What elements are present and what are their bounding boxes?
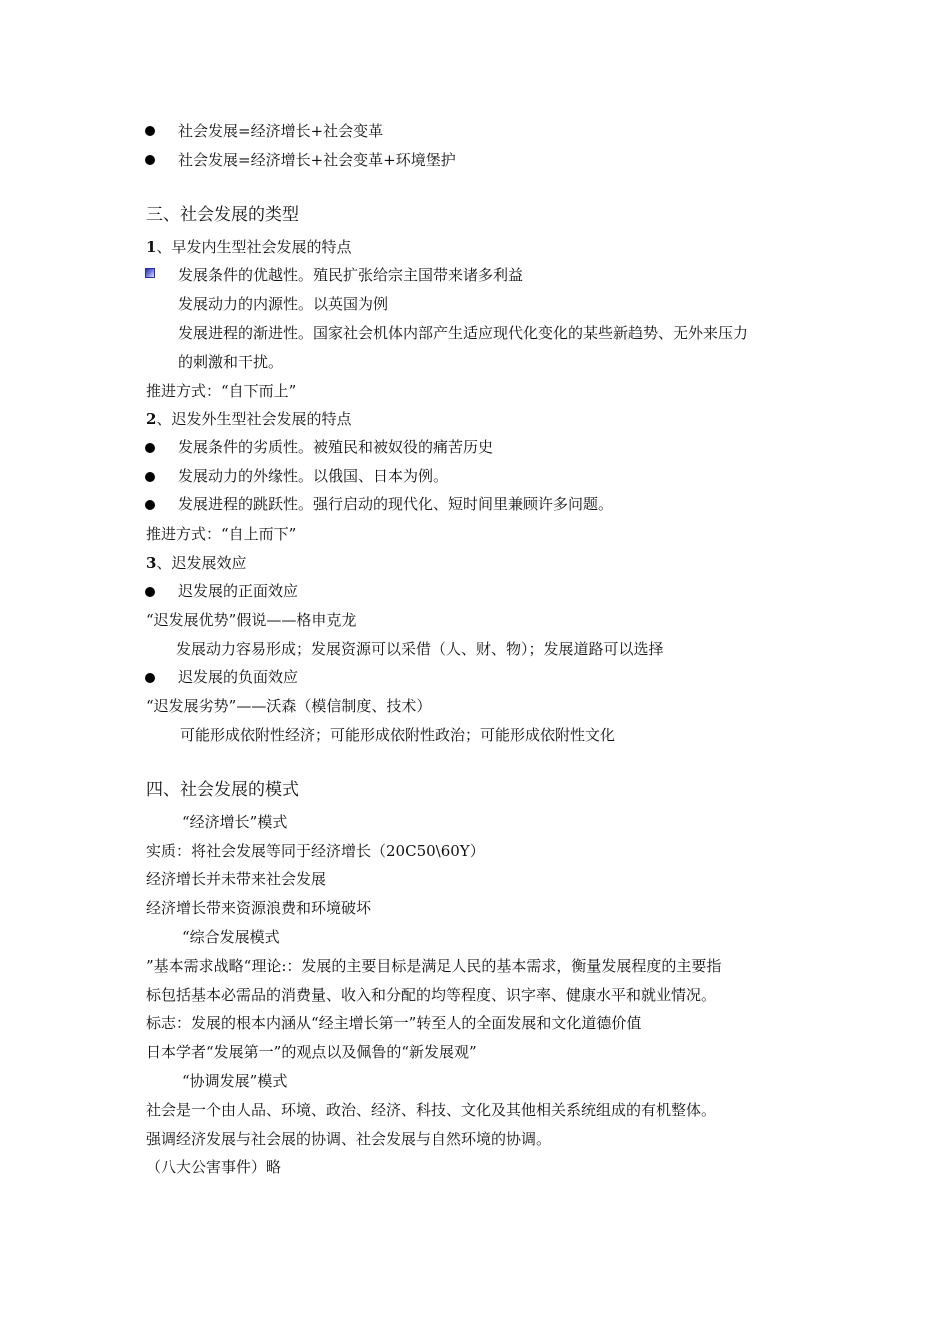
section-4-heading: 四、社会发展的模式 (146, 780, 299, 800)
s1-item-3-cont: 的刺激和干扰。 (178, 353, 284, 371)
s2-item-2: 发展动力的外缘性。以俄国、日本为例。 (178, 467, 449, 485)
model-3-line-3: （八大公害事件）略 (146, 1158, 282, 1176)
bullet-dot-icon (145, 587, 155, 597)
s1-item-2: 发展动力的内源性。以英国为例 (178, 295, 389, 313)
model-2-title: “综合发展模式 (182, 928, 280, 946)
bullet-dot-icon (145, 673, 155, 683)
model-2-line-1: ”基本需求战略“理论:：发展的主要目标是满足人民的基本需求，衡量发展程度的主要指 (146, 957, 722, 975)
s3-negative-detail: 可能形成依附性经济；可能形成依附性政治；可能形成依附性文化 (180, 726, 616, 744)
model-1-line-2: 经济增长并未带来社会发展 (146, 870, 327, 888)
subsection-1-title: 、早发内生型社会发展的特点 (156, 238, 352, 256)
s2-mode: 推进方式：“自上而下” (146, 525, 297, 543)
square-bullet-icon (145, 268, 155, 278)
model-2-line-4: 日本学者“发展第一”的观点以及佩鲁的“新发展观” (146, 1043, 477, 1061)
s3-positive-detail: 发展动力容易形成；发展资源可以采借（人、财、物）；发展道路可以选择 (176, 640, 664, 658)
bullet-dot-icon (145, 500, 155, 510)
bullet-dot-icon (145, 472, 155, 482)
s1-item-3: 发展进程的渐进性。国家社会机体内部产生适应现代化变化的某些新趋势、无外来压力 (178, 324, 749, 342)
model-3-title: “协调发展”模式 (182, 1072, 288, 1090)
s3-negative-hypothesis: “迟发展劣势”——沃森（模信制度、技术） (146, 697, 432, 715)
intro-bullet-1: 社会发展=经济增长+社会变革 (178, 122, 384, 140)
subsection-3-heading (146, 553, 246, 573)
bullet-dot-icon (145, 155, 155, 165)
bullet-dot-icon (145, 443, 155, 453)
subsection-1-heading (146, 237, 351, 257)
model-3-line-1: 社会是一个由人品、环境、政治、经济、科技、文化及其他相关系统组成的有机整体。 (146, 1101, 717, 1119)
model-1-title: “经济增长”模式 (182, 813, 288, 831)
s3-positive-hypothesis: “迟发展优势”假说——格申克龙 (146, 611, 357, 629)
model-2-line-3: 标志：发展的根本内涵从“经主增长第一”转至人的全面发展和文化道德价值 (146, 1014, 642, 1032)
s2-item-3: 发展进程的跳跃性。强行启动的现代化、短时间里兼顾许多问题。 (178, 495, 614, 513)
s3-positive: 迟发展的正面效应 (178, 582, 299, 600)
model-1-line-3: 经济增长带来资源浪费和环境破坏 (146, 899, 372, 917)
model-3-line-2: 强调经济发展与社会展的协调、社会发展与自然环境的协调。 (146, 1130, 552, 1148)
s3-negative: 迟发展的负面效应 (178, 668, 299, 686)
model-2-line-2: 标包括基本必需品的消费量、收入和分配的均等程度、识字率、健康水平和就业情况。 (146, 986, 717, 1004)
subsection-1-number: 1 (146, 238, 157, 256)
subsection-3-title: 、迟发展效应 (156, 554, 247, 572)
intro-bullet-2: 社会发展=经济增长+社会变革+环境堡护 (178, 151, 456, 169)
subsection-2-heading (146, 409, 351, 429)
s1-mode: 推进方式：“自下而上” (146, 382, 297, 400)
subsection-3-number: 3 (146, 554, 157, 572)
s2-item-1: 发展条件的劣质性。被殖民和被奴役的痛苦历史 (178, 438, 494, 456)
bullet-dot-icon (145, 126, 155, 136)
subsection-2-title: 、迟发外生型社会发展的特点 (156, 410, 352, 428)
s1-item-1: 发展条件的优越性。殖民扩张给宗主国带来诸多利益 (178, 266, 524, 284)
model-1-line-1: 实质：将社会发展等同于经济增长（20C50\60Y） (146, 842, 485, 860)
subsection-2-number: 2 (146, 410, 157, 428)
section-3-heading: 三、社会发展的类型 (146, 205, 299, 225)
